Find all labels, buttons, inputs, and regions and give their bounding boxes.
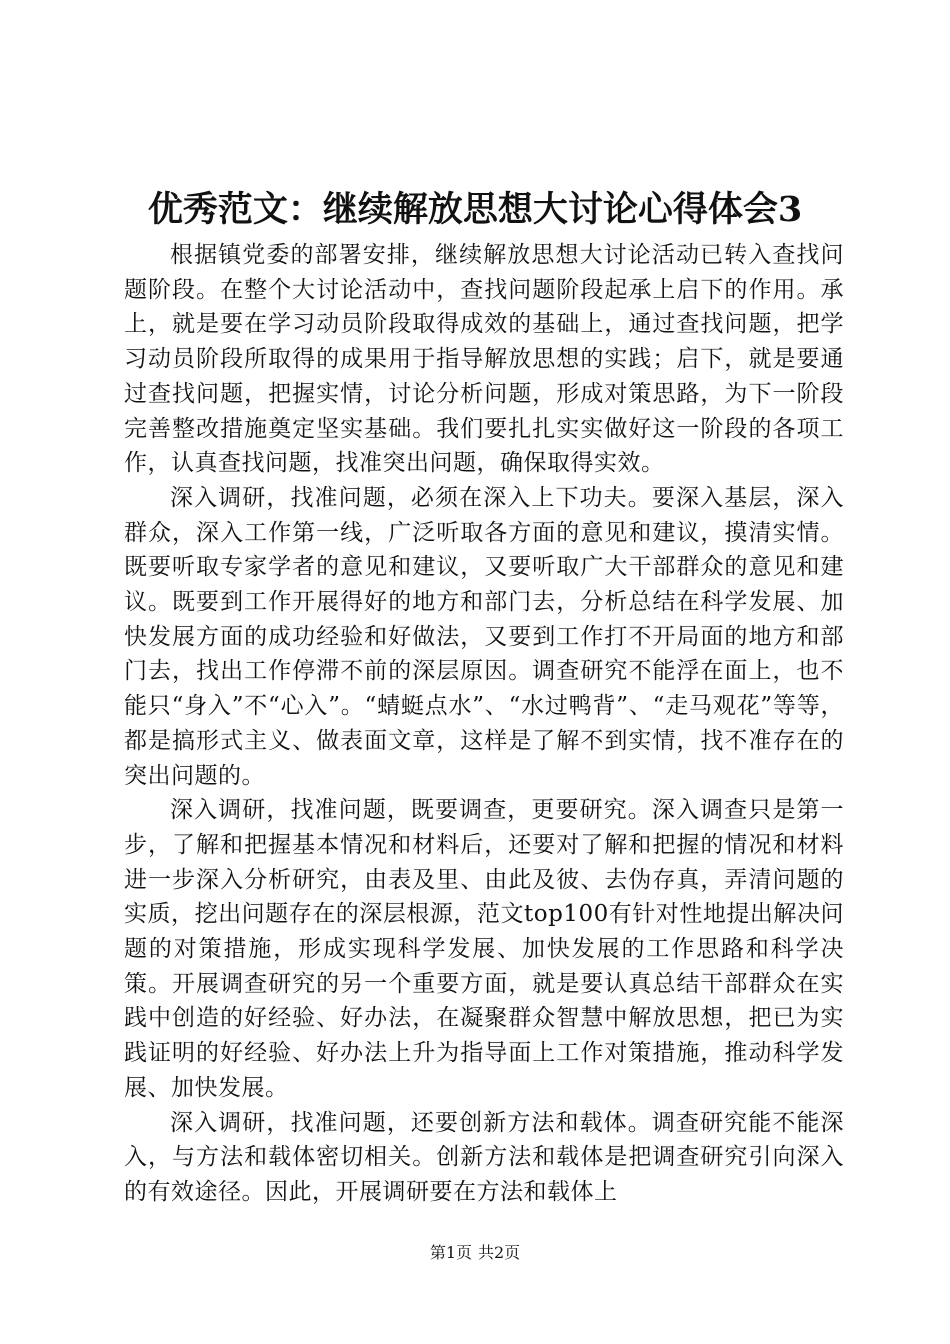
- paragraph-2: 深入调研，找准问题，必须在深入上下功夫。要深入基层，深入群众，深入工作第一线，广泛听取各方面的意见和建议，摸清实情。既要听取专家学者的意见和建议，又要听取广大干部群众的意见和建议。既要到工作开展得好的地方和部门去，分析总结在科学发展、加快发展方面的成功经验和好做法，又要到工作打不开局面的地方和部门去，找出工作停滞不前的深层原因。调查研究不能浮在面上，也不能只“身入”不“心入”。“蜻蜓点水”、“水过鸭背”、“走马观花”等等，都是搞形式主义、做表面文章，这样是了解不到实情，找不准存在的突出问题的。: [124, 484, 844, 789]
- page-total: 共2页: [478, 1243, 521, 1262]
- paragraph-4: 深入调研，找准问题，还要创新方法和载体。调查研究能不能深入，与方法和载体密切相关。创新方法和载体是把调查研究引向深入的有效途径。因此，开展调研要在方法和载体上: [124, 1109, 844, 1205]
- paragraph-3: 深入调研，找准问题，既要调查，更要研究。深入调查只是第一步，了解和把握基本情况和材料后，还要对了解和把握的情况和材料进一步深入分析研究，由表及里、由此及彼、去伪存真，弄清问题的实质，挖出问题存在的深层根源，范文top100有针对性地提出解决问题的对策措施，形成实现科学发展、加快发展的工作思路和科学决策。开展调查研究的另一个重要方面，就是要认真总结干部群众在实践中创造的好经验、好办法，在凝聚群众智慧中解放思想，把已为实践证明的好经验、好办法上升为指导面上工作对策措施，推动科学发展、加快发展。: [124, 797, 844, 1101]
- document-title: 优秀范文：继续解放思想大讨论心得体会3: [147, 189, 803, 230]
- document-body: [124, 238, 844, 1210]
- paragraph-1: 根据镇党委的部署安排，继续解放思想大讨论活动已转入查找问题阶段。在整个大讨论活动中，查找问题阶段起承上启下的作用。承上，就是要在学习动员阶段取得成效的基础上，通过查找问题，把学习动员阶段所取得的成果用于指导解放思想的实践；启下，就是要通过查找问题，把握实情，讨论分析问题，形成对策思路，为下一阶段完善整改措施奠定坚实基础。我们要扎扎实实做好这一阶段的各项工作，认真查找问题，找准突出问题，确保取得实效。: [124, 242, 844, 477]
- page-number: 第1页: [429, 1243, 472, 1262]
- page-footer: [0, 1242, 950, 1264]
